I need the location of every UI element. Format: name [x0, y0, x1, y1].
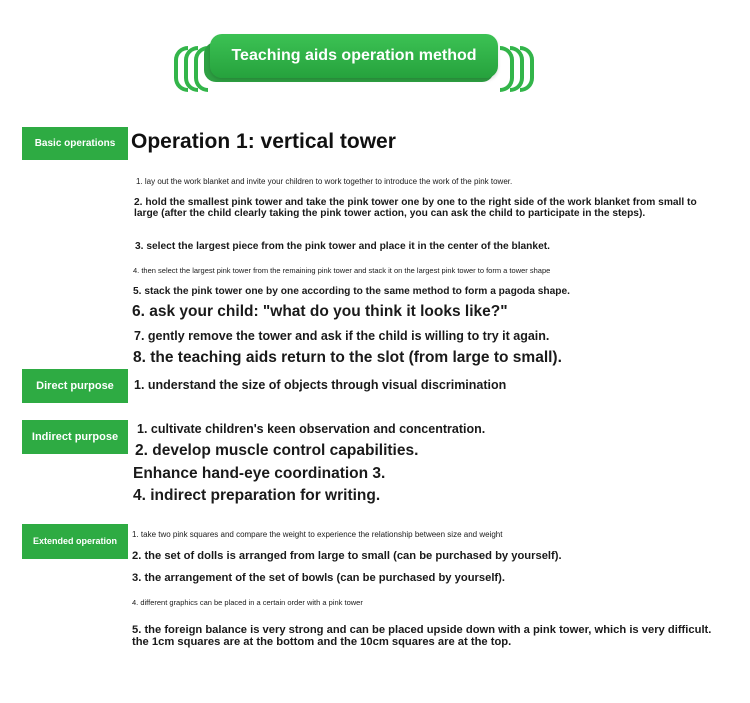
extended-item-3: 3. the arrangement of the set of bowls (can be purchased by yourself).	[132, 572, 505, 584]
indirect-item-4: 4. indirect preparation for writing.	[133, 487, 381, 504]
operation-title: Operation 1: vertical tower	[131, 130, 396, 153]
section-label-extended: Extended operation	[22, 524, 128, 559]
basic-step-3: 3. select the largest piece from the pink tower and place it in the center of the blanket.	[135, 241, 550, 252]
section-label-basic: Basic operations	[22, 127, 128, 160]
extended-item-5: 5. the foreign balance is very strong and can be placed upside down with a pink tower, which is very difficult. the 1cm squares are at the bottom and the 10cm squares are at the top.	[132, 624, 712, 649]
decor-bracket-right-3	[520, 46, 534, 92]
basic-step-4: 4. then select the largest pink tower from the remaining pink tower and stack it on the largest pink tower to form a tower shape	[133, 266, 551, 275]
basic-step-2: 2. hold the smallest pink tower and take the pink tower one by one to the right side of the work blanket from small to large (after the child clearly taking the pink tower action, you can ask the child to participate in the steps).	[134, 197, 697, 220]
extended-item-4: 4. different graphics can be placed in a certain order with a pink tower	[132, 598, 363, 607]
section-label-indirect: Indirect purpose	[22, 420, 128, 454]
indirect-item-3: Enhance hand-eye coordination 3.	[133, 465, 386, 482]
basic-step-5: 5. stack the pink tower one by one according to the same method to form a pagoda shape.	[133, 286, 571, 297]
basic-step-6: 6. ask your child: "what do you think it looks like?"	[132, 303, 508, 320]
header-banner	[170, 34, 532, 88]
page-title: Teaching aids operation method	[210, 34, 498, 78]
direct-item-1: 1. understand the size of objects through visual discrimination	[134, 378, 507, 392]
basic-step-1: 1. lay out the work blanket and invite your children to work together to introduce the work of the pink tower.	[136, 177, 513, 186]
indirect-item-2: 2. develop muscle control capabilities.	[135, 442, 419, 459]
extended-item-1: 1. take two pink squares and compare the weight to experience the relationship between size and weight	[132, 530, 503, 539]
section-label-direct: Direct purpose	[22, 369, 128, 403]
basic-step-8: 8. the teaching aids return to the slot (from large to small).	[133, 349, 562, 366]
indirect-item-1: 1. cultivate children's keen observation and concentration.	[137, 422, 486, 436]
basic-step-7: 7. gently remove the tower and ask if the child is willing to try it again.	[134, 329, 550, 343]
extended-item-2: 2. the set of dolls is arranged from large to small (can be purchased by yourself).	[132, 550, 562, 562]
